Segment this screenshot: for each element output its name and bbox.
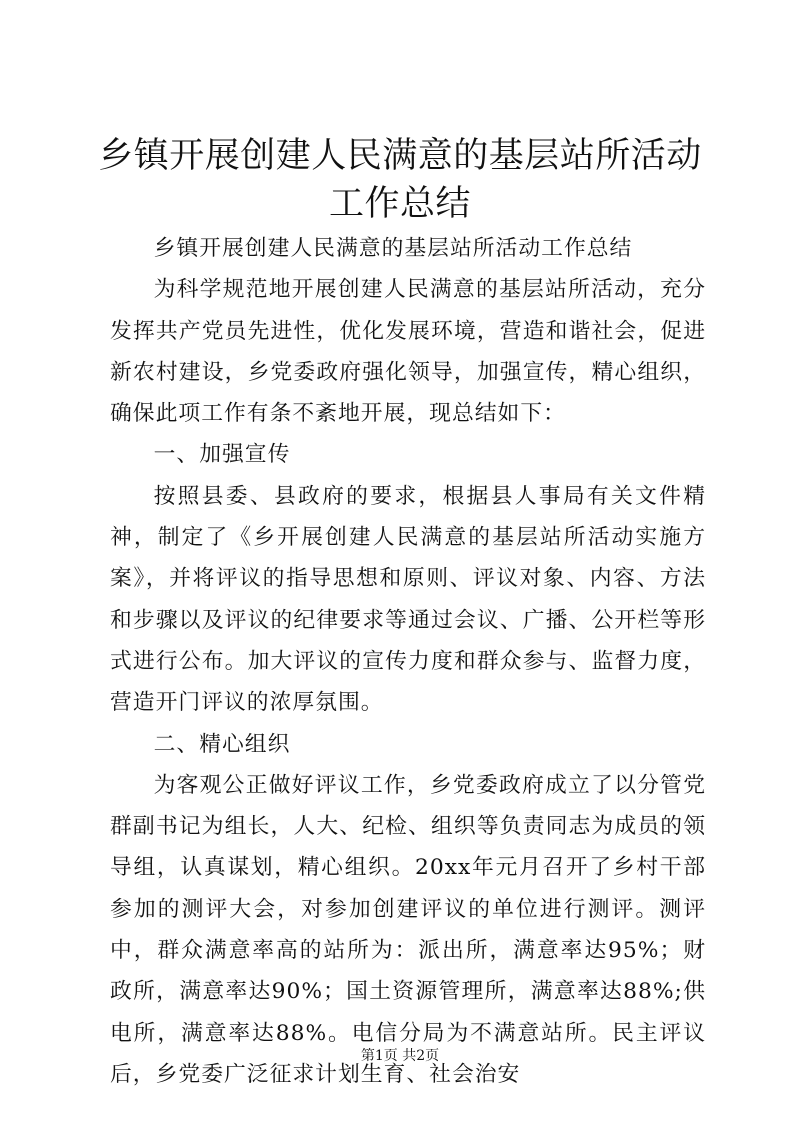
paragraph-subtitle: 乡镇开展创建人民满意的基层站所活动工作总结 — [153, 236, 633, 261]
paragraph-intro: 为科学规范地开展创建人民满意的基层站所活动，充分发挥共产党员先进性，优化发展环境，营造和谐社会，促进新农村建设，乡党委政府强化领导，加强宣传，精心组织，确保此项工作有条不紊地开展，现总结如下： — [110, 277, 706, 427]
page-footer: 第1页 共2页 — [360, 1048, 440, 1064]
paragraph-section-1: 按照县委、县政府的要求，根据县人事局有关文件精神，制定了《乡开展创建人民满意的基层站所活动实施方案》，并将评议的指导思想和原则、评议对象、内容、方法和步骤以及评议的纪律要求等通过会议、广播、公开栏等形式进行公布。加大评议的宣传力度和群众参与、监督力度，营造开门评议的浓厚氛围。 — [110, 483, 706, 716]
document-title: 乡镇开展创建人民满意的基层站所活动工作总结 — [98, 136, 702, 224]
section-heading-1: 一、加强宣传 — [153, 442, 291, 468]
document-body — [110, 228, 706, 1095]
section-heading-2: 二、精心组织 — [153, 731, 291, 757]
paragraph-section-2: 为客观公正做好评议工作，乡党委政府成立了以分管党群副书记为组长，人大、纪检、组织等负责同志为成员的领导组，认真谋划，精心组织。20xx年元月召开了乡村干部参加的测评大会，对参加创建评议的单位进行测评。测评中，群众满意率高的站所为：派出所，满意率达95%；财政所，满意率达90%；国土资源管理所，满意率达88%;供电所，满意率达88%。电信分局为不满意站所。民主评议后，乡党委广泛征求计划生育、社会治安 — [110, 772, 706, 1087]
